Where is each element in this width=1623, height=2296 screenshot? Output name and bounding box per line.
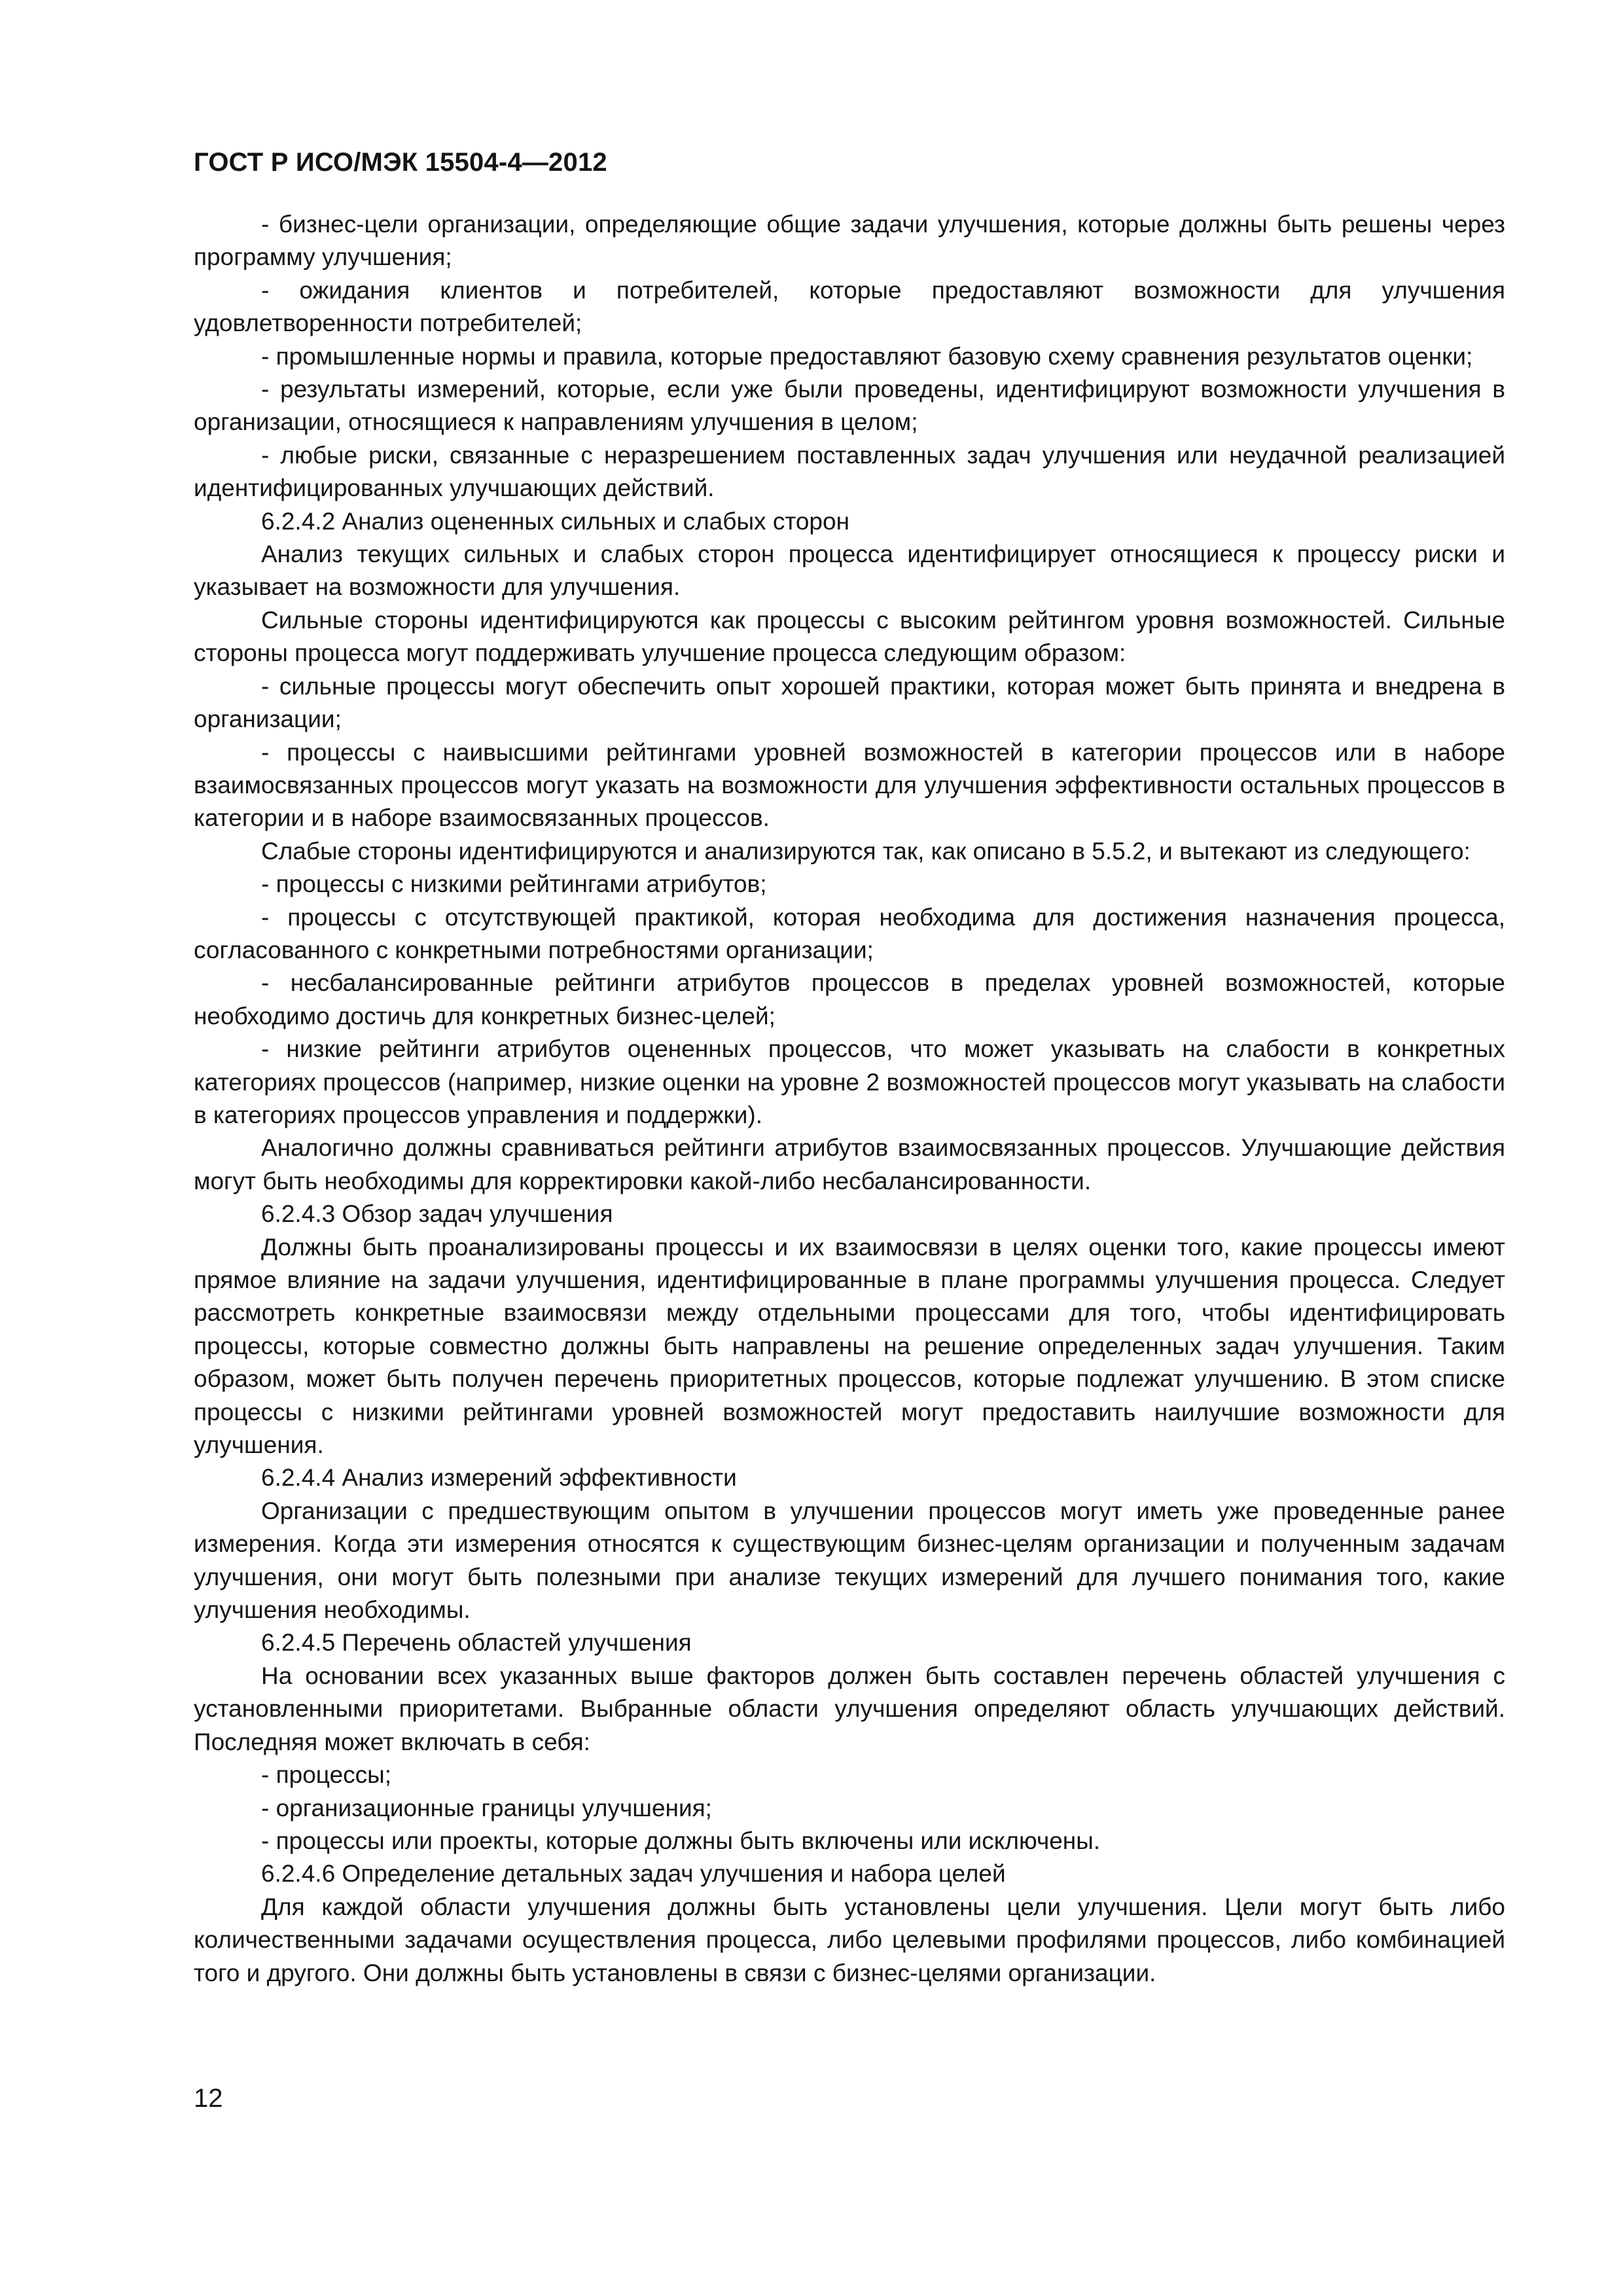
bullet-organizational-boundaries: - организационные границы улучшения; (261, 1794, 712, 1821)
bullet-highest-rated-processes: - процессы с наивысшими рейтингами уровней возможностей в категории процессов или в наборе взаимосвязанных процессов могут указать на возможности для улучшения эффективности остальных процессов в категории и в наборе взаимосвязанных процессов. (194, 738, 1505, 832)
bullet-processes-or-projects: - процессы или проекты, которые должны быть включены или исключены. (261, 1827, 1101, 1854)
bullet-low-attribute-ratings: - процессы с низкими рейтингами атрибутов; (261, 870, 767, 898)
bullet-strong-processes: - сильные процессы могут обеспечить опыт хорошей практики, которая может быть принята и внедрена в организации; (194, 672, 1505, 733)
bullet-measurement-results: - результаты измерений, которые, если уже были проведены, идентифицируют возможности улучшения в организации, относящиеся к направлениям улучшения в целом; (194, 376, 1505, 436)
paragraph-related-processes-comparison: Аналогично должны сравниваться рейтинги атрибутов взаимосвязанных процессов. Улучшающие действия могут быть необходимы для корректировки какой-либо несбалансированности. (194, 1134, 1505, 1194)
bullet-unbalanced-ratings: - несбалансированные рейтинги атрибутов процессов в пределах уровней возможностей, которые необходимо достичь для конкретных бизнес-целей; (194, 969, 1505, 1030)
document-body (194, 208, 1505, 1990)
section-heading-6-2-4-5: 6.2.4.5 Перечень областей улучшения (261, 1629, 692, 1657)
bullet-processes: - процессы; (261, 1761, 392, 1789)
section-heading-6-2-4-3: 6.2.4.3 Обзор задач улучшения (261, 1200, 613, 1228)
paragraph-performance-measurements: Организации с предшествующим опытом в улучшении процессов могут иметь уже проведенные ранее измерения. Когда эти измерения относятся к существующим бизнес-целям организации и полученным задачам улучшения, они могут быть полезными при анализе текущих измерений для лучшего понимания того, какие улучшения необходимы. (194, 1497, 1505, 1624)
bullet-risks: - любые риски, связанные с неразрешением поставленных задач улучшения или неудачной реализацией идентифицированных улучшающих действий. (194, 441, 1505, 502)
paragraph-strengths-definition: Сильные стороны идентифицируются как процессы с высоким рейтингом уровня возможностей. Сильные стороны процесса могут поддерживать улучшение процесса следующим образом: (194, 606, 1505, 667)
paragraph-weaknesses-definition: Слабые стороны идентифицируются и анализируются так, как описано в 5.5.2, и вытекают из следующего: (261, 837, 1471, 865)
bullet-low-ratings-assessed: - низкие рейтинги атрибутов оцененных процессов, что может указывать на слабости в конкретных категориях процессов (например, низкие оценки на уровне 2 возможностей процессов могут указывать на слабости в категориях процессов управления и поддержки). (194, 1035, 1505, 1128)
paragraph-strengths-weaknesses-analysis: Анализ текущих сильных и слабых сторон процесса идентифицирует относящиеся к процессу риски и указывает на возможности для улучшения. (194, 541, 1505, 601)
bullet-missing-practice: - процессы с отсутствующей практикой, которая необходима для достижения назначения процесса, согласованного с конкретными потребностями организации; (194, 903, 1505, 963)
paragraph-improvement-targets: Для каждой области улучшения должны быть установлены цели улучшения. Цели могут быть либо количественными задачами осуществления процесса, либо целевыми профилями процессов, либо комбинацией того и другого. Они должны быть установлены в связи с бизнес-целями организации. (194, 1893, 1505, 1986)
paragraph-improvement-areas-list: На основании всех указанных выше факторов должен быть составлен перечень областей улучшения с установленными приоритетами. Выбранные области улучшения определяют область улучшающих действий. Последняя может включать в себя: (194, 1662, 1505, 1755)
page-number: 12 (194, 2084, 223, 2113)
bullet-business-goals: - бизнес-цели организации, определяющие общие задачи улучшения, которые должны быть решены через программу улучшения; (194, 211, 1505, 271)
standard-code-header: ГОСТ Р ИСО/МЭК 15504-4—2012 (194, 148, 607, 177)
section-heading-6-2-4-6: 6.2.4.6 Определение детальных задач улучшения и набора целей (261, 1860, 1006, 1888)
paragraph-improvement-goals-review: Должны быть проанализированы процессы и их взаимосвязи в целях оценки того, какие процессы имеют прямое влияние на задачи улучшения, идентифицированные в плане программы улучшения процесса. Следует рассмотреть конкретные взаимосвязи между отдельными процессами для того, чтобы идентифицировать процессы, которые совместно должны быть направлены на решение определенных задач улучшения. Таким образом, может быть получен перечень приоритетных процессов, которые подлежат улучшению. В этом списке процессы с низкими рейтингами уровней возможностей могут предоставить наилучшие возможности для улучшения. (194, 1233, 1505, 1459)
bullet-industry-norms: - промышленные нормы и правила, которые предоставляют базовую схему сравнения результатов оценки; (261, 342, 1473, 370)
section-heading-6-2-4-4: 6.2.4.4 Анализ измерений эффективности (261, 1464, 737, 1492)
section-heading-6-2-4-2: 6.2.4.2 Анализ оцененных сильных и слабых сторон (261, 507, 850, 535)
bullet-customer-expectations: - ожидания клиентов и потребителей, которые предоставляют возможности для улучшения удовлетворенности потребителей; (194, 276, 1505, 337)
